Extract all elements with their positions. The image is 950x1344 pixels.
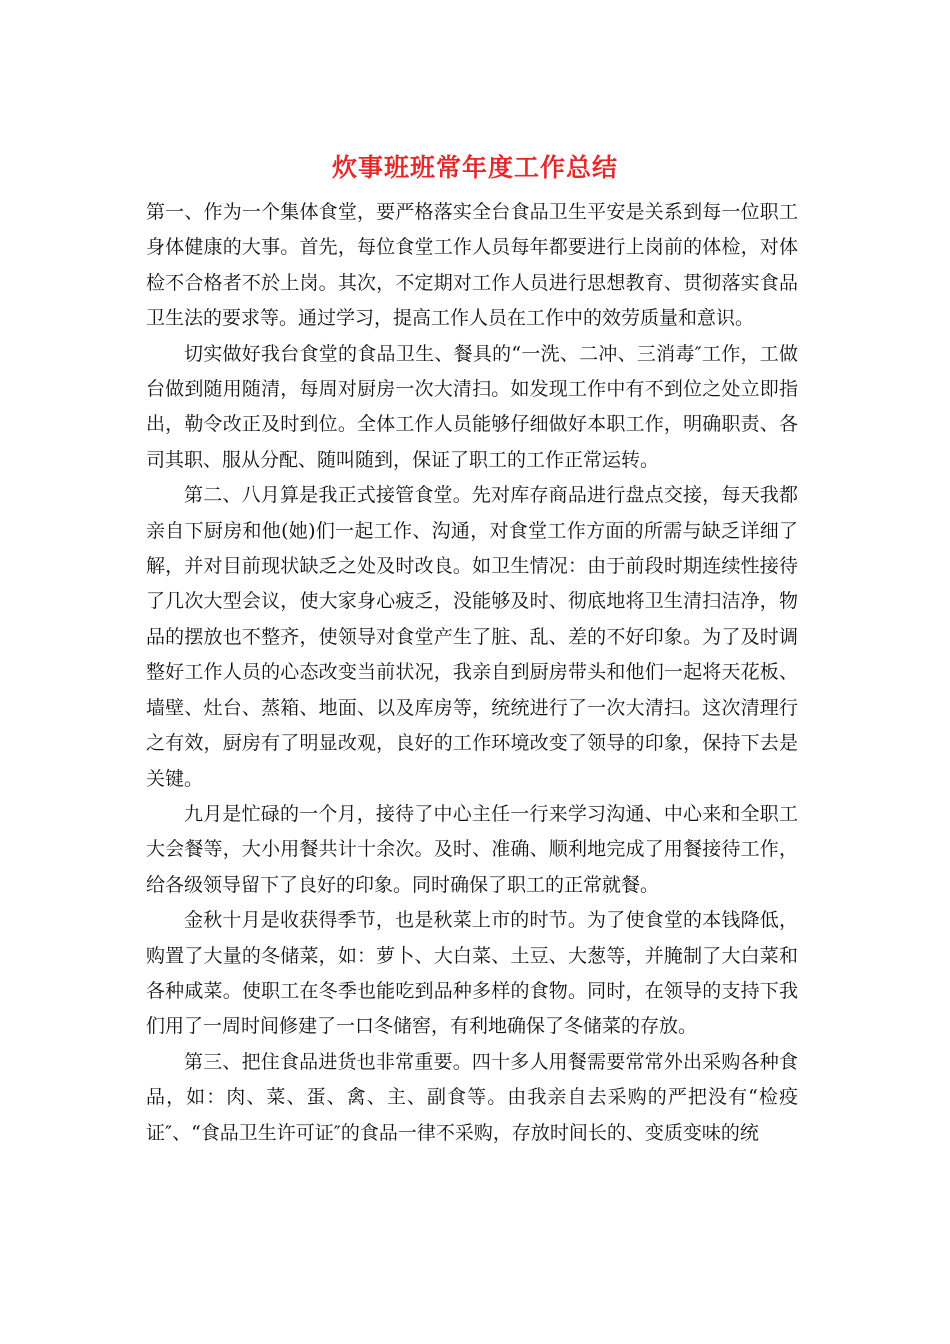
paragraph-4: 九月是忙碌的一个月，接待了中心主任一行来学习沟通、中心来和全职工大会餐等，大小用餐共计十余次。及时、准确、顺利地完成了用餐接待工作，给各级领导留下了良好的印象。同时确保了职工的正常就餐。 — [146, 802, 798, 896]
document-body — [146, 195, 798, 1151]
paragraph-3: 第二、八月算是我正式接管食堂。先对库存商品进行盘点交接，每天我都亲自下厨房和他(她)们一起工作、沟通，对食堂工作方面的所需与缺乏详细了解，并对目前现状缺乏之处及时改良。如卫生情况：由于前段时期连续性接待了几次大型会议，使大家身心疲乏，没能够及时、彻底地将卫生清扫洁净，物品的摆放也不整齐，使领导对食堂产生了脏、乱、差的不好印象。为了及时调整好工作人员的心态改变当前状况，我亲自到厨房带头和他们一起将天花板、墙壁、灶台、蒸箱、地面、以及库房等，统统进行了一次大清扫。这次清理行之有效，厨房有了明显改观，良好的工作环境改变了领导的印象，保持下去是关键。 — [146, 484, 798, 790]
document-title: 炊事班班常年度工作总结 — [331, 153, 618, 182]
paragraph-2: 切实做好我台食堂的食品卫生、餐具的“一洗、二冲、三消毒″工作，工做台做到随用随清，每周对厨房一次大清扫。如发现工作中有不到位之处立即指出，勒令改正及时到位。全体工作人员能够仔细做好本职工作，明确职责、各司其职、服从分配、随叫随到，保证了职工的工作正常运转。 — [146, 342, 798, 471]
paragraph-5: 金秋十月是收获得季节，也是秋菜上市的时节。为了使食堂的本钱降低，购置了大量的冬储菜，如：萝卜、大白菜、土豆、大葱等，并腌制了大白菜和各种咸菜。使职工在冬季也能吃到品种多样的食物。同时，在领导的支持下我们用了一周时间修建了一口冬储窖，有利地确保了冬储菜的存放。 — [146, 909, 798, 1038]
paragraph-1: 第一、作为一个集体食堂，要严格落实全台食品卫生平安是关系到每一位职工身体健康的大事。首先，每位食堂工作人员每年都要进行上岗前的体检，对体检不合格者不於上岗。其次，不定期对工作人员进行思想教育、贯彻落实食品卫生法的要求等。通过学习，提高工作人员在工作中的效劳质量和意识。 — [146, 201, 798, 330]
paragraph-6: 第三、把住食品进货也非常重要。四十多人用餐需要常常外出采购各种食品，如：肉、菜、蛋、禽、主、副食等。由我亲自去采购的严把没有“检疫证″、“食品卫生许可证″的食品一律不采购，存放时间长的、变质变味的统 — [146, 1050, 798, 1144]
